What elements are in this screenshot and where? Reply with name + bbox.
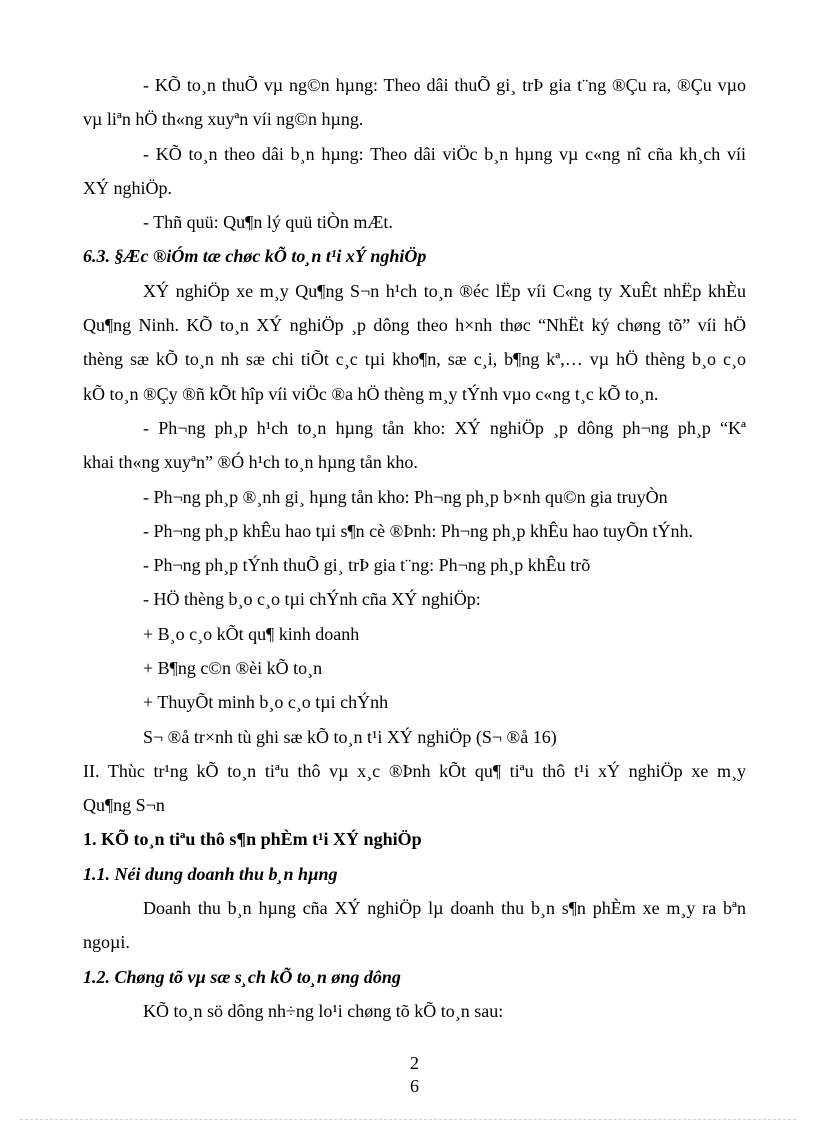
subsection-heading: 1.1. Néi dung doanh thu b¸n hµng bbox=[83, 864, 338, 884]
paragraph-line: Doanh thu b¸n hµng cña XÝ nghiÖp lµ doanh thu b¸n s¶n phÈm xe m¸y ra bªn bbox=[143, 898, 746, 918]
paragraph-line: - KÕ to¸n theo dâi b¸n hµng: Theo dâi viÖc b¸n hµng vµ c«ng nî cña kh¸ch víi bbox=[143, 144, 746, 164]
page-number: 2 bbox=[410, 1053, 419, 1073]
paragraph-line: - Ph¬ng ph¸p h¹ch to¸n hµng tån kho: XÝ nghiÖp ¸p dông ph¬ng ph¸p “Kª bbox=[143, 418, 746, 438]
paragraph-line: thèng sæ kÕ to¸n nh sæ chi tiÕt c¸c tµi kho¶n, sæ c¸i, b¶ng kª,… vµ hÖ thèng b¸o c¸o bbox=[83, 349, 746, 369]
paragraph-line: XÝ nghiÖp xe m¸y Qu¶ng S¬n h¹ch to¸n ®éc lËp víi C«ng ty XuÊt nhËp khÈu bbox=[143, 281, 746, 301]
paragraph-line: - Ph¬ng ph¸p ®¸nh gi¸ hµng tån kho: Ph¬ng ph¸p b×nh qu©n gia truyÒn bbox=[143, 487, 668, 507]
page-divider bbox=[20, 1119, 796, 1120]
section-heading: 6.3. §Æc ®iÓm tæ chøc kÕ to¸n t¹i xÝ nghiÖp bbox=[83, 246, 427, 266]
paragraph-line: Qu¶ng S¬n bbox=[83, 795, 165, 815]
paragraph-line: - KÕ to¸n thuÕ vµ ng©n hµng: Theo dâi thuÕ gi¸ trÞ gia t¨ng ®Çu ra, ®Çu vµo bbox=[143, 75, 746, 95]
paragraph-line: S¬ ®å tr×nh tù ghi sæ kÕ to¸n t¹i XÝ nghiÖp (S¬ ®å 16) bbox=[143, 727, 557, 747]
paragraph-line: XÝ nghiÖp. bbox=[83, 178, 172, 198]
paragraph-line: vµ liªn hÖ th«ng xuyªn víi ng©n hµng. bbox=[83, 109, 364, 129]
paragraph-line: - Ph¬ng ph¸p tÝnh thuÕ gi¸ trÞ gia t¨ng: Ph¬ng ph¸p khÊu trõ bbox=[143, 555, 591, 575]
paragraph-line: - HÖ thèng b¸o c¸o tµi chÝnh cña XÝ nghiÖp: bbox=[143, 589, 481, 609]
subsection-heading: 1.2. Chøng tõ vµ sæ s¸ch kÕ to¸n øng dông bbox=[83, 967, 401, 987]
paragraph-line: + ThuyÕt minh b¸o c¸o tµi chÝnh bbox=[143, 692, 389, 712]
paragraph-line: - Thñ quü: Qu¶n lý quü tiÒn mÆt. bbox=[143, 212, 393, 232]
paragraph-line: kÕ to¸n ®Çy ®ñ kÕt hîp víi viÖc ®a hÖ thèng m¸y tÝnh vµo c«ng t¸c kÕ to¸n. bbox=[83, 384, 659, 404]
paragraph-line: ngoµi. bbox=[83, 932, 130, 952]
paragraph-line: - Ph¬ng ph¸p khÊu hao tµi s¶n cè ®Þnh: Ph¬ng ph¸p khÊu hao tuyÕn tÝnh. bbox=[143, 521, 693, 541]
paragraph-line: khai th«ng xuyªn” ®Ó h¹ch to¸n hµng tån kho. bbox=[83, 452, 418, 472]
paragraph-line: + B¶ng c©n ®èi kÕ to¸n bbox=[143, 658, 323, 678]
paragraph-line: + B¸o c¸o kÕt qu¶ kinh doanh bbox=[143, 624, 360, 644]
page-number: 6 bbox=[410, 1076, 419, 1096]
paragraph-line: Qu¶ng Ninh. KÕ to¸n XÝ nghiÖp ¸p dông theo h×nh thøc “NhËt ký chøng tõ” víi hÖ bbox=[83, 315, 746, 335]
paragraph-line: KÕ to¸n sö dông nh÷ng lo¹i chøng tõ kÕ to¸n sau: bbox=[143, 1001, 504, 1021]
paragraph-line: II. Thùc tr¹ng kÕ to¸n tiªu thô vµ x¸c ®Þnh kÕt qu¶ tiªu thô t¹i xÝ nghiÖp xe m¸y bbox=[83, 761, 746, 781]
section-heading: 1. KÕ to¸n tiªu thô s¶n phÈm t¹i XÝ nghiÖp bbox=[83, 829, 422, 849]
